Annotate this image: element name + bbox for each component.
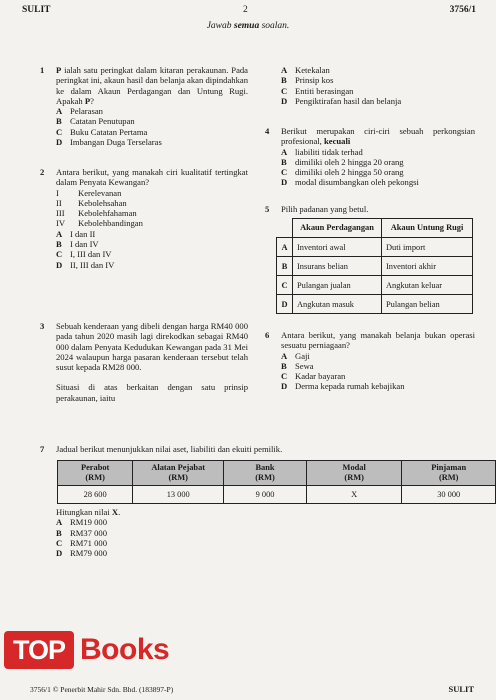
option-item [281, 86, 475, 96]
option-text: Kebolehsahan [78, 197, 127, 208]
option-text: Kebolehbandingan [78, 218, 143, 229]
question-4 [265, 126, 475, 188]
option-item [56, 116, 248, 126]
option-text: Catatan Penutupan [70, 116, 135, 127]
option-letter: A [281, 65, 288, 75]
table-row [277, 276, 473, 295]
logo-top: TOP [4, 631, 74, 669]
option-letter: C [56, 537, 63, 548]
header-right: 3756/1 [449, 5, 476, 15]
table-cell: Duti import [382, 238, 473, 257]
option-text: II, III dan IV [70, 259, 115, 270]
header-left: SULIT [22, 5, 51, 15]
header-name: Alatan Pejabat [151, 463, 206, 472]
option-item [281, 361, 475, 371]
option-text: Ketekalan [295, 65, 330, 75]
option-text: I, III dan IV [70, 249, 112, 260]
question-6 [265, 330, 475, 392]
option-letter: D [281, 95, 288, 106]
table-row [277, 295, 473, 314]
option-text: RM19 000 [70, 517, 108, 528]
option-text: Pengiktirafan hasil dan belanja [295, 95, 402, 106]
logo-books: Books [80, 633, 170, 666]
option-text: dimiliki oleh 2 hingga 50 orang [295, 167, 404, 178]
header-unit: (RM) [344, 473, 364, 482]
question-prompt: Hitungkan nilai X. [56, 507, 121, 517]
option-text: RM79 000 [70, 548, 108, 559]
roman-items [40, 188, 248, 229]
question-7-answers [40, 507, 240, 558]
header-name: Modal [342, 463, 366, 472]
option-letter: C [281, 167, 288, 178]
question-number: 2 [40, 167, 45, 177]
option-item [56, 198, 248, 208]
question-number: 4 [265, 126, 270, 136]
option-item [281, 351, 475, 361]
header-unit: (RM) [255, 473, 275, 482]
options [265, 65, 475, 106]
footer-left: 3756/1 © Penerbit Mahir Sdn. Bhd. (183897-P) [30, 685, 174, 694]
option-text: RM71 000 [70, 537, 108, 548]
table-cell: Pulangan belian [382, 295, 473, 314]
option-letter: B [56, 116, 62, 127]
option-letter: C [56, 249, 63, 260]
table-row [277, 238, 473, 257]
option-letter: II [56, 197, 62, 208]
table-cell: Pulangan jualan [293, 276, 382, 295]
option-letter: B [281, 156, 287, 167]
question-text: Sebuah kenderaan yang dibeli dengan harga RM40 000 pada tahun 2020 masih lagi direkodkan sebagai RM40 000 dalam Penyata Kedudukan Kewangan pada 31 Mei 2024 walaupun harga pasaran kenderaan tersebut telah susut kepada RM28 000. [56, 321, 248, 373]
option-item [56, 249, 248, 259]
option-text: Entiti berasingan [295, 85, 354, 96]
option-item [56, 548, 240, 558]
option-letter: B [281, 360, 287, 371]
option-text: liabiliti tidak terhad [295, 146, 363, 157]
row-letter: C [277, 276, 293, 295]
row-letter: A [277, 238, 293, 257]
option-item [281, 167, 475, 177]
option-item [56, 137, 248, 147]
header-unit: (RM) [438, 473, 459, 482]
values-table [57, 460, 496, 504]
topbooks-logo [0, 628, 190, 672]
option-item [281, 96, 475, 106]
option-text: Kerelevanan [78, 187, 122, 198]
option-item [281, 177, 475, 187]
option-text: Kadar bayaran [295, 371, 346, 382]
table-cell: Angkutan masuk [293, 295, 382, 314]
option-item [56, 208, 248, 218]
header-unit: (RM) [168, 473, 188, 482]
option-text: I dan IV [70, 239, 99, 250]
table-cell: X [306, 486, 401, 504]
question-number: 3 [40, 321, 45, 331]
column-header: Akaun Untung Rugi [382, 219, 473, 238]
question-3-options [265, 65, 475, 106]
column-header [58, 461, 133, 486]
header-name: Perabot [80, 463, 110, 472]
option-letter: A [56, 228, 63, 239]
table-cell: 9 000 [224, 486, 307, 504]
question-3 [40, 321, 248, 403]
option-letter: A [56, 517, 63, 528]
option-text: Prinsip kos [295, 75, 334, 86]
option-item [56, 260, 248, 270]
question-number: 6 [265, 330, 270, 340]
option-item [56, 528, 240, 538]
option-item [56, 218, 248, 228]
footer-right: SULIT [448, 684, 474, 694]
option-text: Imbangan Duga Terselaras [70, 137, 162, 148]
option-letter: D [56, 548, 63, 559]
option-letter: I [56, 187, 59, 198]
column-header [133, 461, 224, 486]
option-item [281, 75, 475, 85]
header-unit: (RM) [85, 473, 105, 482]
options [265, 147, 475, 188]
matching-table [276, 218, 473, 314]
question-1 [40, 65, 248, 147]
table-row [277, 257, 473, 276]
question-2 [40, 167, 248, 270]
options [40, 229, 248, 270]
question-text: Pilih padanan yang betul. [281, 204, 369, 214]
table-cell: 13 000 [133, 486, 224, 504]
option-text: I dan II [70, 228, 96, 239]
column-header: Akaun Perdagangan [293, 219, 382, 238]
table-cell: Inventori akhir [382, 257, 473, 276]
option-letter: III [56, 208, 65, 219]
row-letter: B [277, 257, 293, 276]
option-letter: B [281, 75, 287, 86]
table-cell: Insurans belian [293, 257, 382, 276]
question-text-2: Situasi di atas berkaitan dengan satu prinsip perakaunan, iaitu [56, 382, 248, 403]
option-item [56, 239, 248, 249]
watermark [255, 120, 262, 151]
option-item [56, 517, 240, 527]
row-letter: D [277, 295, 293, 314]
option-item [56, 229, 248, 239]
option-text: Buku Catatan Pertama [70, 126, 148, 137]
option-letter: A [281, 146, 288, 157]
options [265, 351, 475, 392]
header-name: Bank [255, 463, 275, 472]
option-text: Derma kepada rumah kebajikan [295, 381, 405, 392]
header-name: Pinjaman [431, 463, 467, 472]
option-text: Kebolehfahaman [78, 208, 137, 219]
option-text: dimiliki oleh 2 hingga 20 orang [295, 156, 404, 167]
options [40, 517, 240, 558]
option-text: modal disumbangkan oleh pekongsi [295, 177, 419, 188]
option-item [281, 65, 475, 75]
option-letter: B [56, 527, 62, 538]
question-text: Berikut merupakan ciri-ciri sebuah perkongsian profesional, kecuali [281, 126, 475, 147]
instruction: Jawab semua soalan. [206, 21, 290, 31]
option-item [56, 106, 248, 116]
option-letter: A [281, 350, 288, 361]
table-cell: Inventori awal [293, 238, 382, 257]
option-item [281, 157, 475, 167]
options [40, 106, 248, 147]
question-number: 5 [265, 204, 270, 214]
question-text: Antara berikut, yang manakah belanja bukan operasi sesuatu perniagaan? [281, 330, 475, 351]
option-letter: C [281, 85, 288, 96]
question-5 [265, 204, 475, 214]
page-number: 2 [243, 5, 248, 15]
option-text: Sewa [295, 360, 314, 371]
option-item [56, 188, 248, 198]
option-letter: B [56, 239, 62, 250]
option-letter: D [281, 177, 288, 188]
option-letter: D [56, 259, 63, 270]
question-number: 1 [40, 65, 45, 75]
table-cell: Angkutan keluar [382, 276, 473, 295]
option-letter: IV [56, 218, 66, 229]
option-letter: D [281, 381, 288, 392]
question-text: Jadual berikut menunjukkan nilai aset, liabiliti dan ekuiti pemilik. [56, 444, 283, 454]
column-header [224, 461, 307, 486]
question-7 [40, 444, 480, 454]
option-item [56, 538, 240, 548]
table-cell: 28 600 [58, 486, 133, 504]
option-letter: D [56, 137, 63, 148]
option-item [281, 147, 475, 157]
option-letter: C [56, 126, 63, 137]
column-header [306, 461, 401, 486]
question-text: P ialah satu peringkat dalam kitaran perakaunan. Pada peringkat ini, akaun hasil dan belanja akan dipindahkan ke dalam Akaun Perdagangan dan Untung Rugi. Apakah P? [56, 65, 248, 106]
option-item [281, 381, 475, 391]
question-number: 7 [40, 444, 45, 454]
option-item [281, 371, 475, 381]
column-header [402, 461, 496, 486]
question-text: Antara berikut, yang manakah ciri kualitatif tertingkat dalam Penyata Kewangan? [56, 167, 248, 188]
option-letter: C [281, 371, 288, 382]
option-text: Gaji [295, 350, 310, 361]
option-text: Pelarasan [70, 106, 103, 117]
option-item [56, 127, 248, 137]
option-letter: A [56, 106, 63, 117]
option-text: RM37 000 [70, 527, 108, 538]
table-cell: 30 000 [402, 486, 496, 504]
